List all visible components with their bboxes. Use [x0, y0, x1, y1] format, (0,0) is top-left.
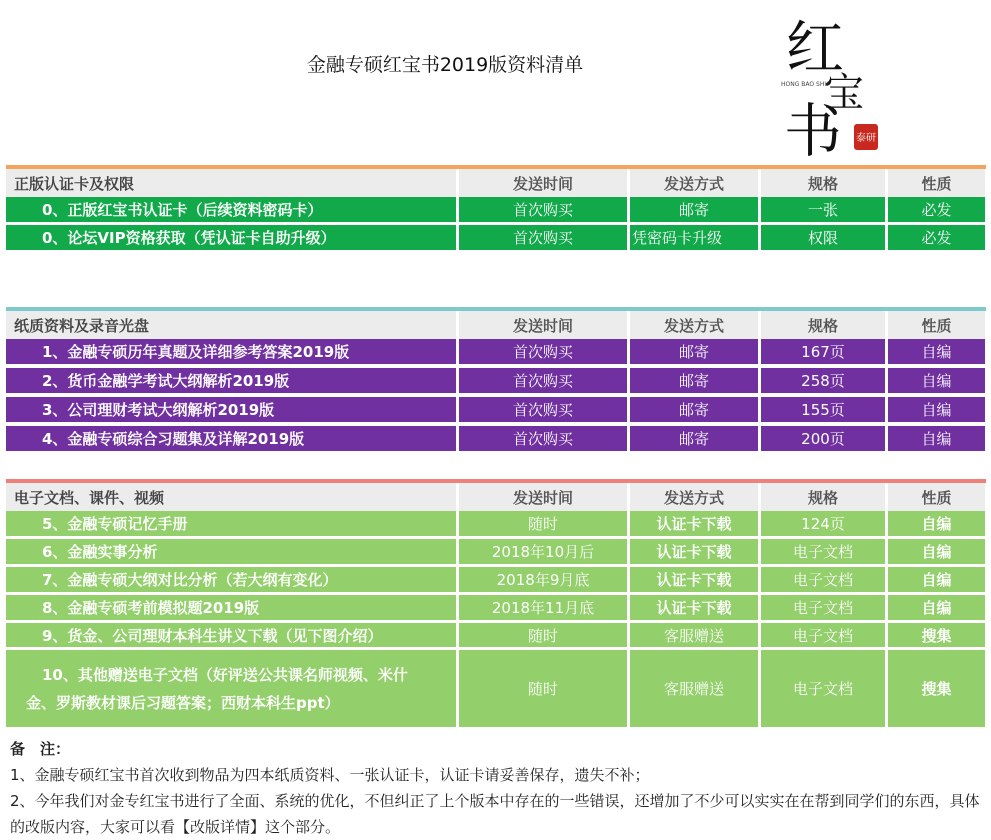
- item-spec: 电子文档: [761, 623, 885, 647]
- table-row: [6, 511, 986, 536]
- page-title: 金融专硕红宝书2019版资料清单: [306, 54, 584, 76]
- svg-text:书: 书: [784, 97, 843, 162]
- section2-header-row: [6, 307, 986, 340]
- item-method: 邮寄: [630, 368, 758, 393]
- table-row: [6, 225, 986, 250]
- item-time: 首次购买: [459, 426, 627, 451]
- item-time: 随时: [459, 623, 627, 647]
- table-row: [6, 539, 986, 564]
- item-method: 认证卡下载: [630, 539, 758, 564]
- table-row: [6, 623, 986, 647]
- svg-text:红: 红: [786, 14, 845, 82]
- item-name: 3、公司理财考试大纲解析2019版: [6, 397, 456, 422]
- item-method: 邮寄: [630, 397, 758, 422]
- col-method-header: 发送方式: [630, 483, 758, 512]
- item-name: 2、货币金融学考试大纲解析2019版: [6, 368, 456, 393]
- note-line-2: 2、今年我们对金专红宝书进行了全面、系统的优化，不但纠正了上个版本中存在的一些错误，还增加了不少可以实实在在帮到同学们的东西，具体的改版内容，大家可以看【改版详情】这个部分。: [10, 792, 980, 836]
- item-method: 凭密码卡升级: [630, 225, 758, 250]
- item-time: 首次购买: [459, 197, 627, 222]
- item-time: 随时: [459, 650, 627, 727]
- item-name: 9、货金、公司理财本科生讲义下载（见下图介绍）: [6, 623, 456, 647]
- item-name: 4、金融专硕综合习题集及详解2019版: [6, 426, 456, 451]
- item-name: 8、金融专硕考前模拟题2019版: [6, 595, 456, 620]
- table-row: [6, 426, 986, 451]
- item-nature: 自编: [888, 368, 985, 393]
- hongbaoshu-logo: [776, 6, 886, 162]
- section3-header-row: [6, 479, 986, 512]
- item-nature: 自编: [888, 426, 985, 451]
- item-method: 认证卡下载: [630, 511, 758, 536]
- col-time-header: 发送时间: [459, 311, 627, 340]
- item-spec: 258页: [761, 368, 885, 393]
- item-name-line1: 10、其他赠送电子文档（好评送公共课名师视频、米什: [42, 665, 408, 684]
- notes-heading: 备 注：: [10, 740, 71, 758]
- item-time: 首次购买: [459, 339, 627, 364]
- item-time: 2018年9月底: [459, 567, 627, 592]
- item-nature: 自编: [888, 595, 985, 620]
- item-time: 首次购买: [459, 368, 627, 393]
- item-method: 邮寄: [630, 197, 758, 222]
- item-spec: 权限: [761, 225, 885, 250]
- item-name-line2: 金、罗斯教材课后习题答案；西财本科生ppt）: [26, 693, 340, 712]
- item-name: 7、金融专硕大纲对比分析（若大纲有变化）: [6, 567, 456, 592]
- section3-header: 电子文档、课件、视频: [6, 483, 456, 512]
- item-spec: 一张: [761, 197, 885, 222]
- item-nature: 自编: [888, 511, 985, 536]
- table-row: [6, 197, 986, 222]
- item-nature: 必发: [888, 225, 985, 250]
- item-name: 1、金融专硕历年真题及详细参考答案2019版: [6, 339, 456, 364]
- svg-text:泰研: 泰研: [856, 133, 876, 144]
- item-spec: 电子文档: [761, 595, 885, 620]
- item-spec: 200页: [761, 426, 885, 451]
- col-nature-header: 性质: [888, 311, 985, 340]
- col-nature-header: 性质: [888, 483, 985, 512]
- col-method-header: 发送方式: [630, 169, 758, 198]
- item-nature: 必发: [888, 197, 985, 222]
- table-row: [6, 567, 986, 592]
- section1-header: 正版认证卡及权限: [6, 169, 456, 198]
- table-row: [6, 368, 986, 393]
- col-time-header: 发送时间: [459, 169, 627, 198]
- table-row: [6, 595, 986, 620]
- item-time: 随时: [459, 511, 627, 536]
- table-row: [6, 650, 986, 727]
- item-time: 2018年11月底: [459, 595, 627, 620]
- table-row: [6, 339, 986, 364]
- item-spec: 电子文档: [761, 539, 885, 564]
- section2-header: 纸质资料及录音光盘: [6, 311, 456, 340]
- item-nature: 自编: [888, 539, 985, 564]
- col-spec-header: 规格: [761, 311, 885, 340]
- item-name: 0、正版红宝书认证卡（后续资料密码卡）: [6, 197, 456, 222]
- col-nature-header: 性质: [888, 169, 985, 198]
- col-method-header: 发送方式: [630, 311, 758, 340]
- note-line-1: 1、金融专硕红宝书首次收到物品为四本纸质资料、一张认证卡，认证卡请妥善保存，遗失不补；: [10, 766, 650, 784]
- table-row: [6, 397, 986, 422]
- item-nature: 搜集: [888, 650, 985, 727]
- item-name: 5、金融专硕记忆手册: [6, 511, 456, 536]
- item-spec: 124页: [761, 511, 885, 536]
- item-nature: 自编: [888, 397, 985, 422]
- section1-header-row: [6, 165, 986, 198]
- item-spec: 155页: [761, 397, 885, 422]
- item-time: 首次购买: [459, 397, 627, 422]
- item-name: 6、金融实事分析: [6, 539, 456, 564]
- svg-text:HONG BAO SHU: HONG BAO SHU: [781, 81, 829, 88]
- item-time: 首次购买: [459, 225, 627, 250]
- item-nature: 自编: [888, 567, 985, 592]
- item-nature: 搜集: [888, 623, 985, 647]
- item-method: 认证卡下载: [630, 595, 758, 620]
- notes-block: [10, 736, 985, 840]
- item-method: 客服赠送: [630, 623, 758, 647]
- col-time-header: 发送时间: [459, 483, 627, 512]
- item-spec: 电子文档: [761, 650, 885, 727]
- svg-text:宝: 宝: [824, 70, 864, 116]
- col-spec-header: 规格: [761, 483, 885, 512]
- col-spec-header: 规格: [761, 169, 885, 198]
- item-spec: 167页: [761, 339, 885, 364]
- item-method: 认证卡下载: [630, 567, 758, 592]
- item-method: 邮寄: [630, 426, 758, 451]
- item-spec: 电子文档: [761, 567, 885, 592]
- item-time: 2018年10月后: [459, 539, 627, 564]
- item-method: 邮寄: [630, 339, 758, 364]
- item-name: 0、论坛VIP资格获取（凭认证卡自助升级）: [6, 225, 456, 250]
- item-name: [6, 650, 456, 727]
- item-nature: 自编: [888, 339, 985, 364]
- item-method: 客服赠送: [630, 650, 758, 727]
